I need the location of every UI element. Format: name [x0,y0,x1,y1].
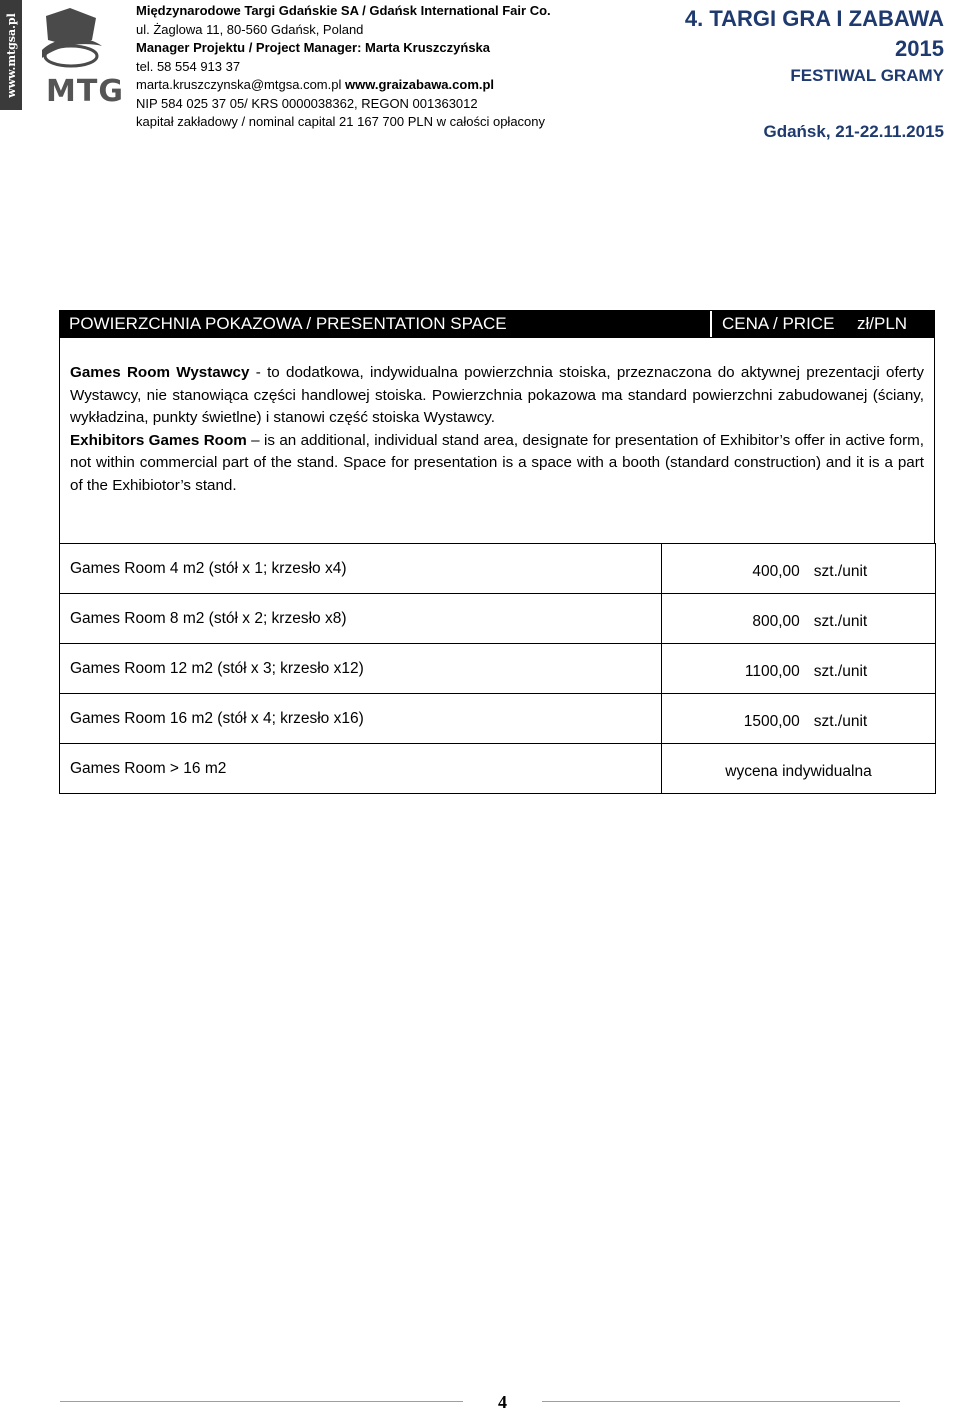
footer-line-right [542,1401,900,1402]
logo-text: MTG [46,74,124,109]
page-number: 4 [498,1392,507,1412]
description-polish: Games Room Wystawcy - to dodatkowa, indywidualna powierzchnia stoiska, przeznaczona do aktywnej prezentacji oferty Wystawcy, nie stanowiąca części handlowej stoiska. Powierzchnia pokazowa ma standard powierzchni zabudowanej (ściany, wykładzina, punkty świetlne) i stanowi część stoiska Wystawcy. [70,364,924,426]
price-unit: szt./unit [813,612,868,630]
price-row-value [662,594,936,644]
website-sidebar [0,0,22,110]
project-manager: Manager Projektu / Project Manager: Marta Kruszczyńska [136,40,491,55]
price-amount: 800,00 [752,612,800,630]
company-capital: kapitał zakładowy / nominal capital 21 167 700 PLN w całości opłacony [136,114,546,129]
event-year: 2015 [895,36,944,61]
price-unit: szt./unit [813,712,868,730]
website-vertical-text: www.mtgsa.pl [4,12,18,98]
price-row-name: Games Room > 16 m2 [60,744,662,794]
price-amount: 1500,00 [743,712,800,730]
price-row-value [662,644,936,694]
contact-line [136,76,656,95]
event-dates: Gdańsk, 21-22.11.2015 [763,122,944,141]
header-divider [710,311,712,337]
price-row-value [662,744,936,794]
company-registration: NIP 584 025 37 05/ KRS 0000038362, REGON 001363012 [136,95,478,111]
description-english: Exhibitors Games Room – is an additional, individual stand area, designate for presentation of Exhibitor’s offer in active form, not within commercial part of the stand. Space for presentation is a space with a booth (standard construction) and it is a part of the Exhibiotor’s stand. [70,431,924,494]
price-amount: 1100,00 [744,662,800,680]
price-row-value [662,544,936,594]
footer-line-left [60,1401,463,1402]
email-link[interactable]: marta.kruszczynska@mtgsa.com.pl [136,77,342,92]
price-row [60,744,936,794]
price-unit: szt./unit [813,562,868,580]
price-row [60,694,936,744]
presentation-space-section [59,310,935,794]
price-column-label: CENA / PRICE [722,314,835,333]
section-description [59,338,935,543]
company-info [136,2,656,132]
price-row-name: Games Room 8 m2 (stół x 2; krzesło x8) [60,594,662,644]
price-row [60,644,936,694]
event-info [685,4,944,144]
price-unit: szt./unit [813,662,868,680]
price-table [59,543,936,794]
company-name: Międzynarodowe Targi Gdańskie SA / Gdańsk International Fair Co. [136,3,551,18]
company-address: ul. Żaglowa 11, 80-560 Gdańsk, Poland [136,21,364,37]
price-row [60,544,936,594]
price-row-name: Games Room 16 m2 (stół x 4; krzesło x16) [60,694,662,744]
price-row-value [662,694,936,744]
section-title: POWIERZCHNIA POKAZOWA / PRESENTATION SPACE [69,314,507,333]
event-subtitle: FESTIWAL GRAMY [790,66,944,85]
price-amount: 400,00 [752,562,800,580]
section-header [59,310,935,338]
price-row [60,594,936,644]
company-phone: tel. 58 554 913 37 [136,58,241,74]
event-title: 4. TARGI GRA I ZABAWA [684,6,944,31]
currency-label: zł/PLN [857,314,908,333]
price-amount: wycena indywidualna [725,762,872,780]
price-row-name: Games Room 12 m2 (stół x 3; krzesło x12) [60,644,662,694]
price-row-name: Games Room 4 m2 (stół x 1; krzesło x4) [60,544,662,594]
website-link[interactable]: www.graizabawa.com.pl [344,77,495,92]
